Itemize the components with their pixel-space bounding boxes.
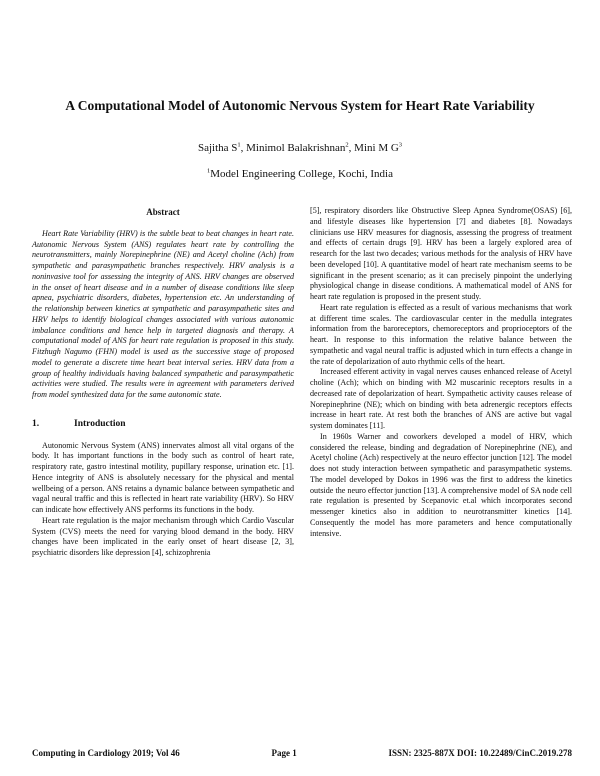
affiliation-text: Model Engineering College, Kochi, India <box>210 168 393 180</box>
author-affiliation-mark: 1 <box>237 141 241 149</box>
section-heading <box>32 419 294 430</box>
author-separator: , <box>240 142 247 154</box>
section-title: Introduction <box>74 418 126 429</box>
body-paragraph: Heart rate regulation is effected as a result of various mechanisms that work at different time scales. The cardiovascular center in the medulla integrates information from the baroreceptors, chemoreceptors and proprioceptors of the heart. In response to this information the relative balance between the sympathetic and vagal neural traffic is adjusted which in turn effects a change in the rate of depolarization of auto rhythmic cells of the heart. <box>310 302 572 366</box>
body-paragraph: Heart rate regulation is the major mechanism through which Cardio Vascular System (CVS) meets the need for varying blood demand in the body. HRV changes have been implicated in the early onset of heart disease [2, 3], psychiatric disorders like depression [4], schizophrenia <box>32 515 294 557</box>
author-list <box>0 142 600 154</box>
page-footer <box>32 748 572 758</box>
author-name: Sajitha S <box>197 142 238 154</box>
footer-issn-doi: ISSN: 2325-887X DOI: 10.22489/CinC.2019.278 <box>388 748 572 758</box>
body-paragraph: Increased efferent activity in vagal nerves causes enhanced release of Acetyl choline (Ach); which on binding with M2 muscarinic receptors results in a decreased rate of depolarization of heart. Sympathetic activity causes release of Norepinephrine (NE); which on binding with beta adrenergic receptors effects increase in heart rate. At rest both the branches of ANS are active but vagal system dominates [11]. <box>310 367 572 430</box>
author-separator: , <box>348 142 355 154</box>
author-affiliation-mark: 2 <box>345 141 349 149</box>
section-number: 1. <box>32 418 40 429</box>
right-column <box>310 206 572 539</box>
author-name: Mini M G <box>354 142 399 154</box>
paper-title: A Computational Model of Autonomic Nervous System for Heart Rate Variability <box>65 98 535 113</box>
abstract-text: Heart Rate Variability (HRV) is the subtle beat to beat changes in heart rate. Autonomic Nervous System (ANS) regulates heart rate by controlling the neurotransmitters, mainly Norepinephrine (NE) and Acetyl choline (Ach) from sympathetic and parasympathetic branches respectively. HRV analysis is a noninvasive tool for assessing the integrity of ANS. HRV changes are observed in the onset of heart disease and in a number of disease conditions like sleep apnea, psychiatric disorders, diabetes, hypertension etc. An understanding of the relationship between kinetics at sympathetic and parasympathetic sites and HRV helps to identify biological changes associated with various autonomic imbalance conditions and hence help in targeted diagnosis and therapy. A computational model of ANS for heart rate regulation is proposed in this study. Fitzhugh Nagumo (FHN) model is used as the successive stage of proposed model to generate a discrete time heart beat interval series. HRV data from a group of healthy individuals having balanced sympathetic and parasympathetic activities were studied. The results were in agreement with parameters derived from model synthesized data for the same autonomic state. <box>32 228 294 399</box>
body-paragraph: In 1960s Warner and coworkers developed a model of HRV, which considered the release, binding and degradation of Norepinephrine (NE), and Acetyl choline (Ach) respectively at the neuro effector junction [12]. The model does not study interaction between sympathetic and parasympathetic systems. The model developed by Dokos in 1996 was the first to address the kinetics outside the neuro effector junction [13]. A comprehensive model of SA node cell rate regulation is presented by Scepanovic et.al which incorporates second messenger kinetics also in addition to neurotransmitter kinetics [14]. Consequently the model has more parameters and hence computationally intensive. <box>310 431 572 538</box>
footer-conference: Computing in Cardiology 2019; Vol 46 <box>32 748 180 758</box>
author-affiliation-mark: 3 <box>398 141 403 149</box>
affiliation <box>0 168 600 180</box>
body-paragraph: Autonomic Nervous System (ANS) innervates almost all vital organs of the body. It has important functions in the body such as control of heart rate, respiratory rate, gastro intestinal motility, pupillary response, urination etc. [1]. Hence integrity of ANS is absolutely necessary for the physical and mental wellbeing of a person. ANS retains a dynamic balance between sympathetic and vagal neural traffic and this is reflected in heart rate variability (HRV). So HRV can indicate how effectively ANS performs its functions in the body. <box>32 440 294 514</box>
footer-page-number: Page 1 <box>271 748 297 758</box>
left-column <box>32 207 294 559</box>
body-paragraph: [5], respiratory disorders like Obstructive Sleep Apnea Syndrome(OSAS) [6], and lifestyle diseases like hypertension [7] and diabetes [8]. Nowadays clinicians use HRV measures for diagnosis, assessing the progress of treatment and effects of certain drugs [9]. HRV has been a largely explored area of research for the last two decades; various methods for the analysis of HRV have been developed [10]. A quantitative model of heart rate mechanism seems to be significant in the present scenario; as it can precisely pinpoint the underlying physiological change in disease conditions. A mathematical model of ANS for heart rate regulation is proposed in the present study. <box>310 206 572 301</box>
author-name: Minimol Balakrishnan <box>246 142 346 154</box>
abstract-heading: Abstract <box>146 207 180 217</box>
affiliation-mark: 1 <box>207 167 211 175</box>
